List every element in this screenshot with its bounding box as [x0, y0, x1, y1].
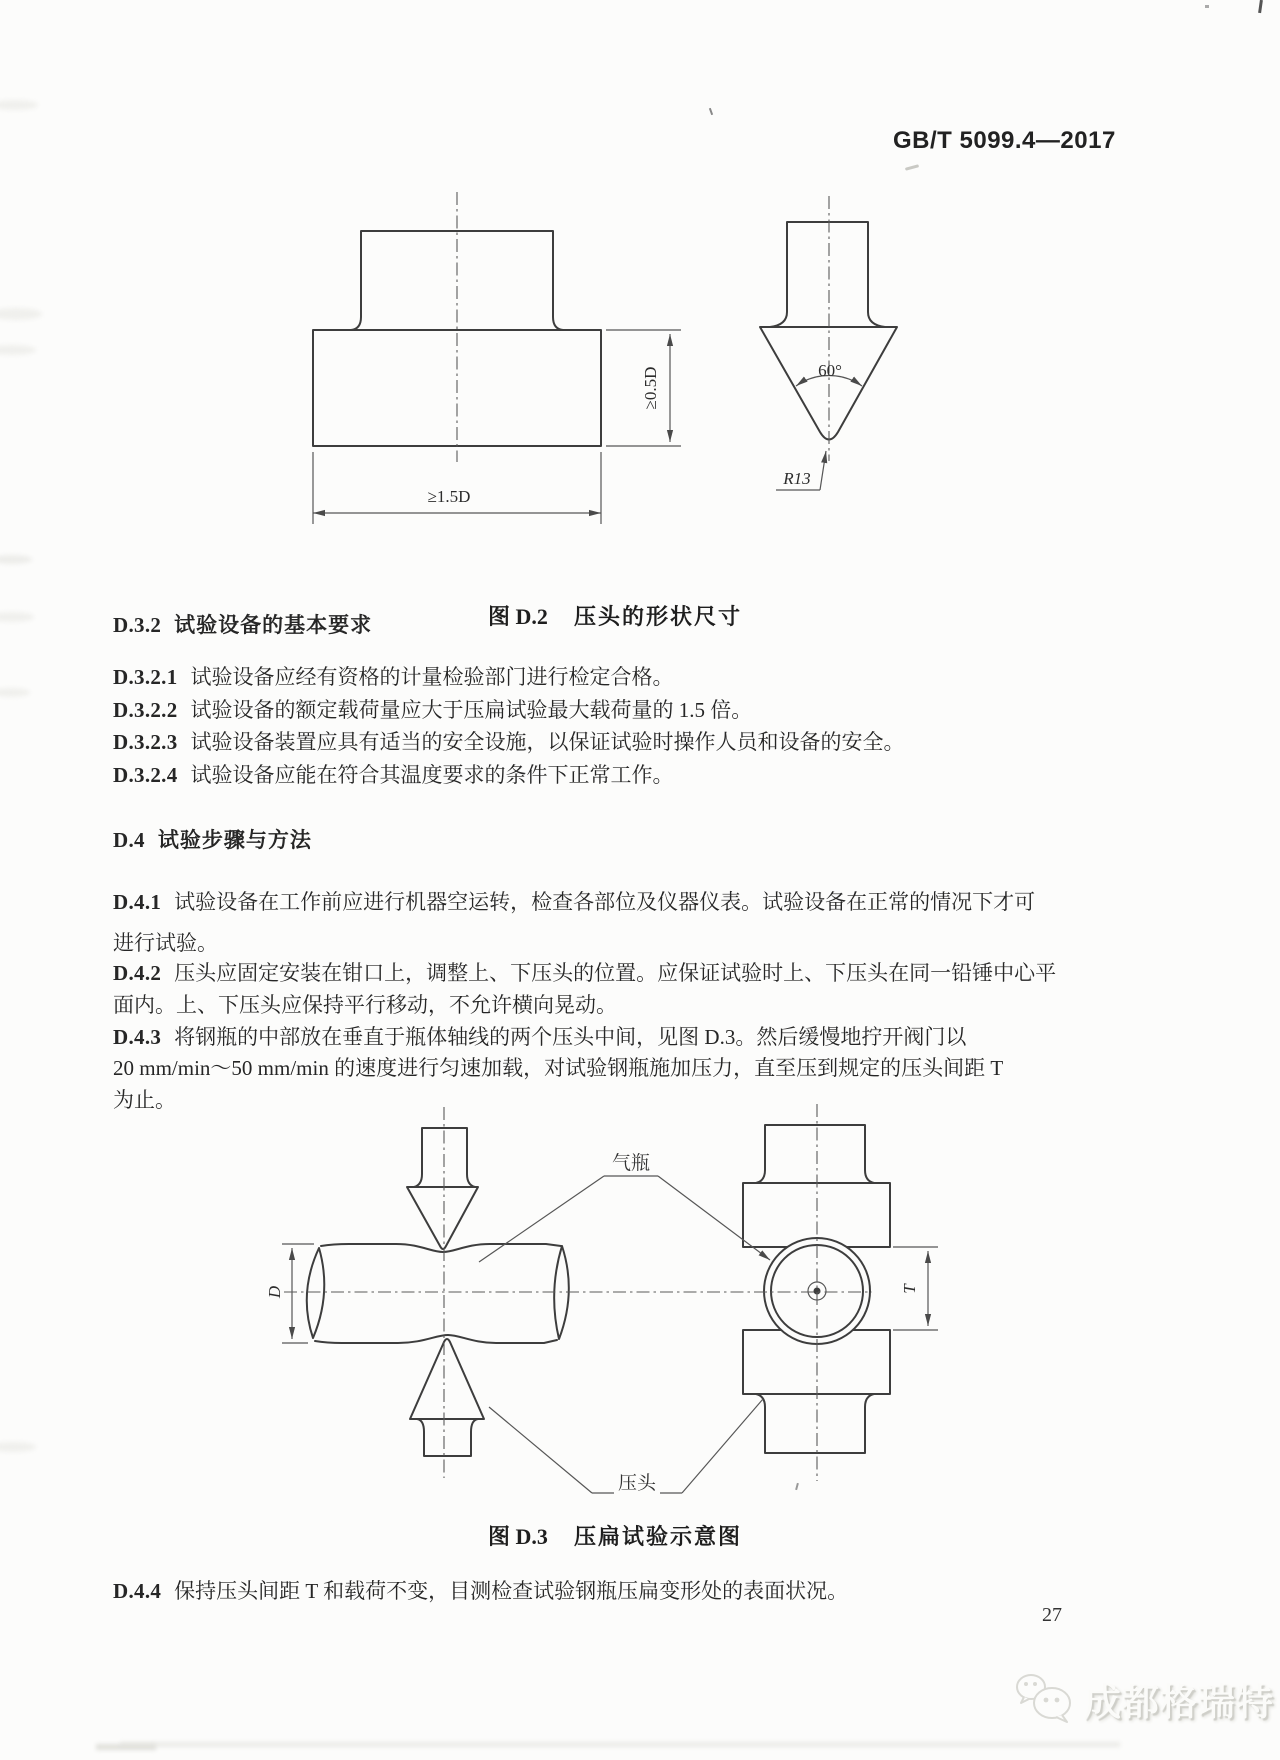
watermark: [1014, 1670, 1274, 1728]
dim-width-label: ≥1.5D: [427, 487, 471, 506]
clause-number: D.4.1: [113, 890, 162, 914]
fig-d3-caption-title: 压扁试验示意图: [573, 1524, 742, 1549]
press-head-label: 压头: [617, 1473, 657, 1494]
clause-text: 保持压头间距 T 和载荷不变，目测检查试验钢瓶压扁变形处的表面状况。: [174, 1579, 849, 1603]
clause-text: 试验设备在工作前应进行机器空运转，检查各部位及仪器仪表。试验设备在正常的情况下才可: [174, 890, 1036, 914]
angle-label: 60°: [818, 361, 842, 380]
clause-d42-line1: [113, 960, 1056, 987]
clause-d4-heading: [113, 827, 312, 854]
clause-text: 试验设备应能在符合其温度要求的条件下正常工作。: [190, 763, 674, 787]
gap-label: T: [900, 1284, 919, 1294]
clause-text: 试验设备的额定载荷量应大于压扁试验最大载荷量的 1.5 倍。: [190, 698, 753, 722]
scan-streak: [120, 1742, 1120, 1747]
fig-d3-caption-number: 图 D.3: [488, 1524, 548, 1549]
clause-d41-line2: [113, 930, 218, 957]
clause-number: D.4.3: [113, 1025, 162, 1049]
clause-d41-line1: [113, 889, 1035, 916]
clause-text: 面内。上、下压头应保持平行移动，不允许横向晃动。: [113, 993, 617, 1017]
clause-number: D.4: [113, 828, 145, 852]
clause-title: 试验设备的基本要求: [174, 614, 373, 637]
clause-d323: [113, 729, 905, 756]
clause-d44: [113, 1578, 848, 1605]
fig-d2-flat-press-head: [313, 192, 681, 524]
clause-d321: [113, 664, 674, 691]
tip-radius-label: R13: [783, 469, 811, 488]
clause-text: 试验设备装置应具有适当的安全设施，以保证试验时操作人员和设备的安全。: [190, 730, 905, 754]
clause-d43-line1: [113, 1024, 966, 1051]
clause-d324: [113, 762, 674, 789]
clause-text: 将钢瓶的中部放在垂直于瓶体轴线的两个压头中间，见图 D.3。然后缓慢地拧开阀门以: [174, 1025, 967, 1049]
clause-text: 20 mm/min～50 mm/min 的速度进行匀速加载，对试验钢瓶施加压力，直至压到规定的压头间距 T: [113, 1056, 1004, 1080]
clause-number: D.3.2.1: [113, 665, 178, 689]
clause-text: 试验设备应经有资格的计量检验部门进行检定合格。: [190, 665, 674, 689]
clause-d43-line2: [113, 1055, 1003, 1082]
clause-title: 试验步骤与方法: [157, 829, 312, 852]
clause-number: D.4.4: [113, 1579, 162, 1603]
scan-streak: [96, 1744, 156, 1750]
clause-text: 为止。: [113, 1088, 176, 1112]
clause-number: D.3.2: [113, 613, 162, 637]
watermark-text: 成都格瑞特: [1084, 1682, 1274, 1723]
diameter-label: D: [265, 1285, 284, 1299]
cylinder-label: 气瓶: [611, 1153, 651, 1174]
clause-text: 压头应固定安装在钳口上，调整上、下压头的位置。应保证试验时上、下压头在同一铅锤中心平: [174, 961, 1057, 985]
fig-d3-labels: [479, 1152, 770, 1494]
clause-number: D.3.2.2: [113, 698, 178, 722]
dim-height-label: ≥0.5D: [641, 366, 660, 410]
fig-d2-caption-title: 压头的形状尺寸: [573, 604, 742, 629]
page-number: 27: [1042, 1604, 1062, 1626]
wechat-logo-icon: [1014, 1670, 1078, 1728]
fig-d3-caption: [0, 1520, 1230, 1551]
scan-speck: [1205, 5, 1209, 8]
clause-d42-line2: [113, 992, 617, 1019]
fig-d2-cone-press-head: [760, 196, 897, 490]
clause-text: 进行试验。: [113, 931, 218, 955]
standard-number: GB/T 5099.4—2017: [893, 127, 1116, 154]
clause-d43-line3: [113, 1087, 176, 1114]
clause-number: D.4.2: [113, 961, 162, 985]
fig-d2-caption-number: 图 D.2: [488, 604, 548, 629]
clause-number: D.3.2.4: [113, 763, 178, 787]
clause-d322: [113, 697, 752, 724]
clause-d32-heading: [113, 612, 372, 639]
clause-number: D.3.2.3: [113, 730, 178, 754]
